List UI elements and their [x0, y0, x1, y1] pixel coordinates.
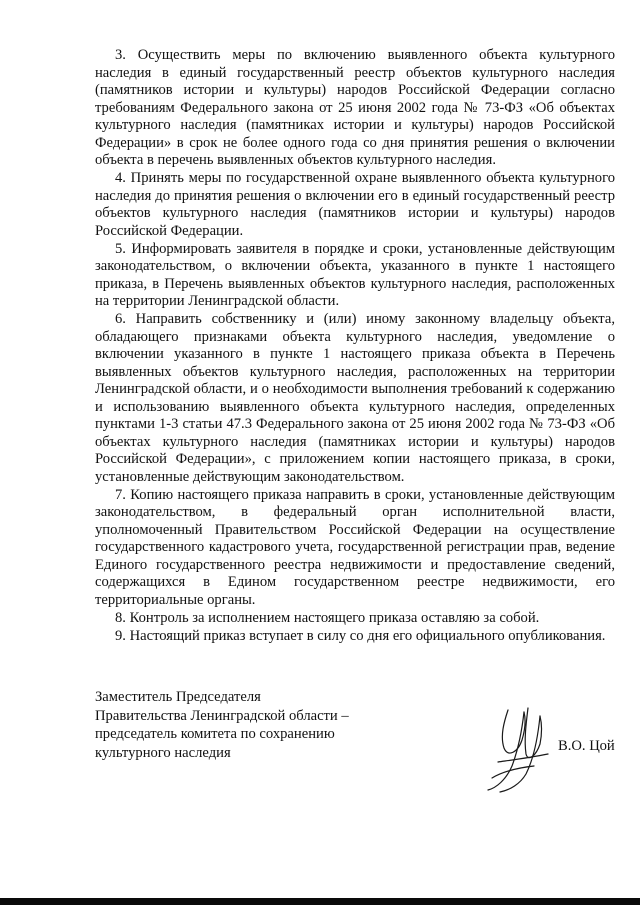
paragraph-4: 4. Принять меры по государственной охране выявленного объекта культурного наследия до принятия решения о включении его в единый государственный реестр объектов культурного наследия (памятников истории и культуры) народов Российской Федерации. — [95, 170, 615, 239]
paragraph-9: 9. Настоящий приказ вступает в силу со дня его официального опубликования. — [115, 627, 606, 644]
paragraph-6: 6. Направить собственнику и (или) иному законному владельцу объекта, обладающего признаками объекта культурного наследия, уведомление о включении указанного в пункте 1 настоящего приказа объекта в Перечень выявленных объектов культурного наследия, расположенных на территории Ленинградской области, и о необходимости выполнения требований к содержанию и использованию выявленного объекта культурного наследия, определенных пунктами 1-3 статьи 47.3 Федерального закона от 25 июня 2002 года № 73-ФЗ «Об объектах культурного наследия (памятниках истории и культуры) народов Российской Федерации», с приложением копии настоящего приказа, в сроки, установленные действующим законодательством. — [95, 311, 615, 485]
order-body — [95, 47, 615, 646]
signatory-title-line-2: Правительства Ленинградской области – — [95, 707, 349, 724]
handwritten-signature — [478, 700, 568, 795]
signatory-title — [95, 688, 395, 762]
signatory-title-line-4: культурного наследия — [95, 744, 231, 761]
paragraph-8: 8. Контроль за исполнением настоящего приказа оставляю за собой. — [115, 609, 540, 626]
paragraph-7: 7. Копию настоящего приказа направить в сроки, установленные действующим законодательством, в федеральный орган исполнительной власти, уполномоченный Правительством Российской Федерации на осуществление государственного кадастрового учета, государственной регистрации прав, ведение Единого государственного реестра недвижимости и предоставление сведений, содержащихся в Едином государственном реестре недвижимости, его территориальные органы. — [95, 486, 615, 608]
signatory-title-line-1: Заместитель Председателя — [95, 689, 261, 705]
paragraph-3: 3. Осуществить меры по включению выявленного объекта культурного наследия в единый государственный реестр объектов культурного наследия (памятников истории и культуры) народов Российской Федерации согласно требованиям Федерального закона от 25 июня 2002 года № 73-ФЗ «Об объектах культурного наследия (памятниках истории и культуры) народов Российской Федерации» в срок не более одного года со дня принятия решения о включении объекта в перечень выявленных объектов культурного наследия. — [95, 47, 615, 168]
signatory-title-line-3: председатель комитета по сохранению — [95, 726, 335, 742]
scan-edge-bar — [0, 898, 640, 905]
signer-name: В.О. Цой — [558, 738, 615, 754]
paragraph-5: 5. Информировать заявителя в порядке и сроки, установленные действующим законодательством, о включении объекта, указанного в пункте 1 настоящего приказа, в Перечень выявленных объектов культурного наследия, расположенных на территории Ленинградской области. — [95, 240, 615, 309]
